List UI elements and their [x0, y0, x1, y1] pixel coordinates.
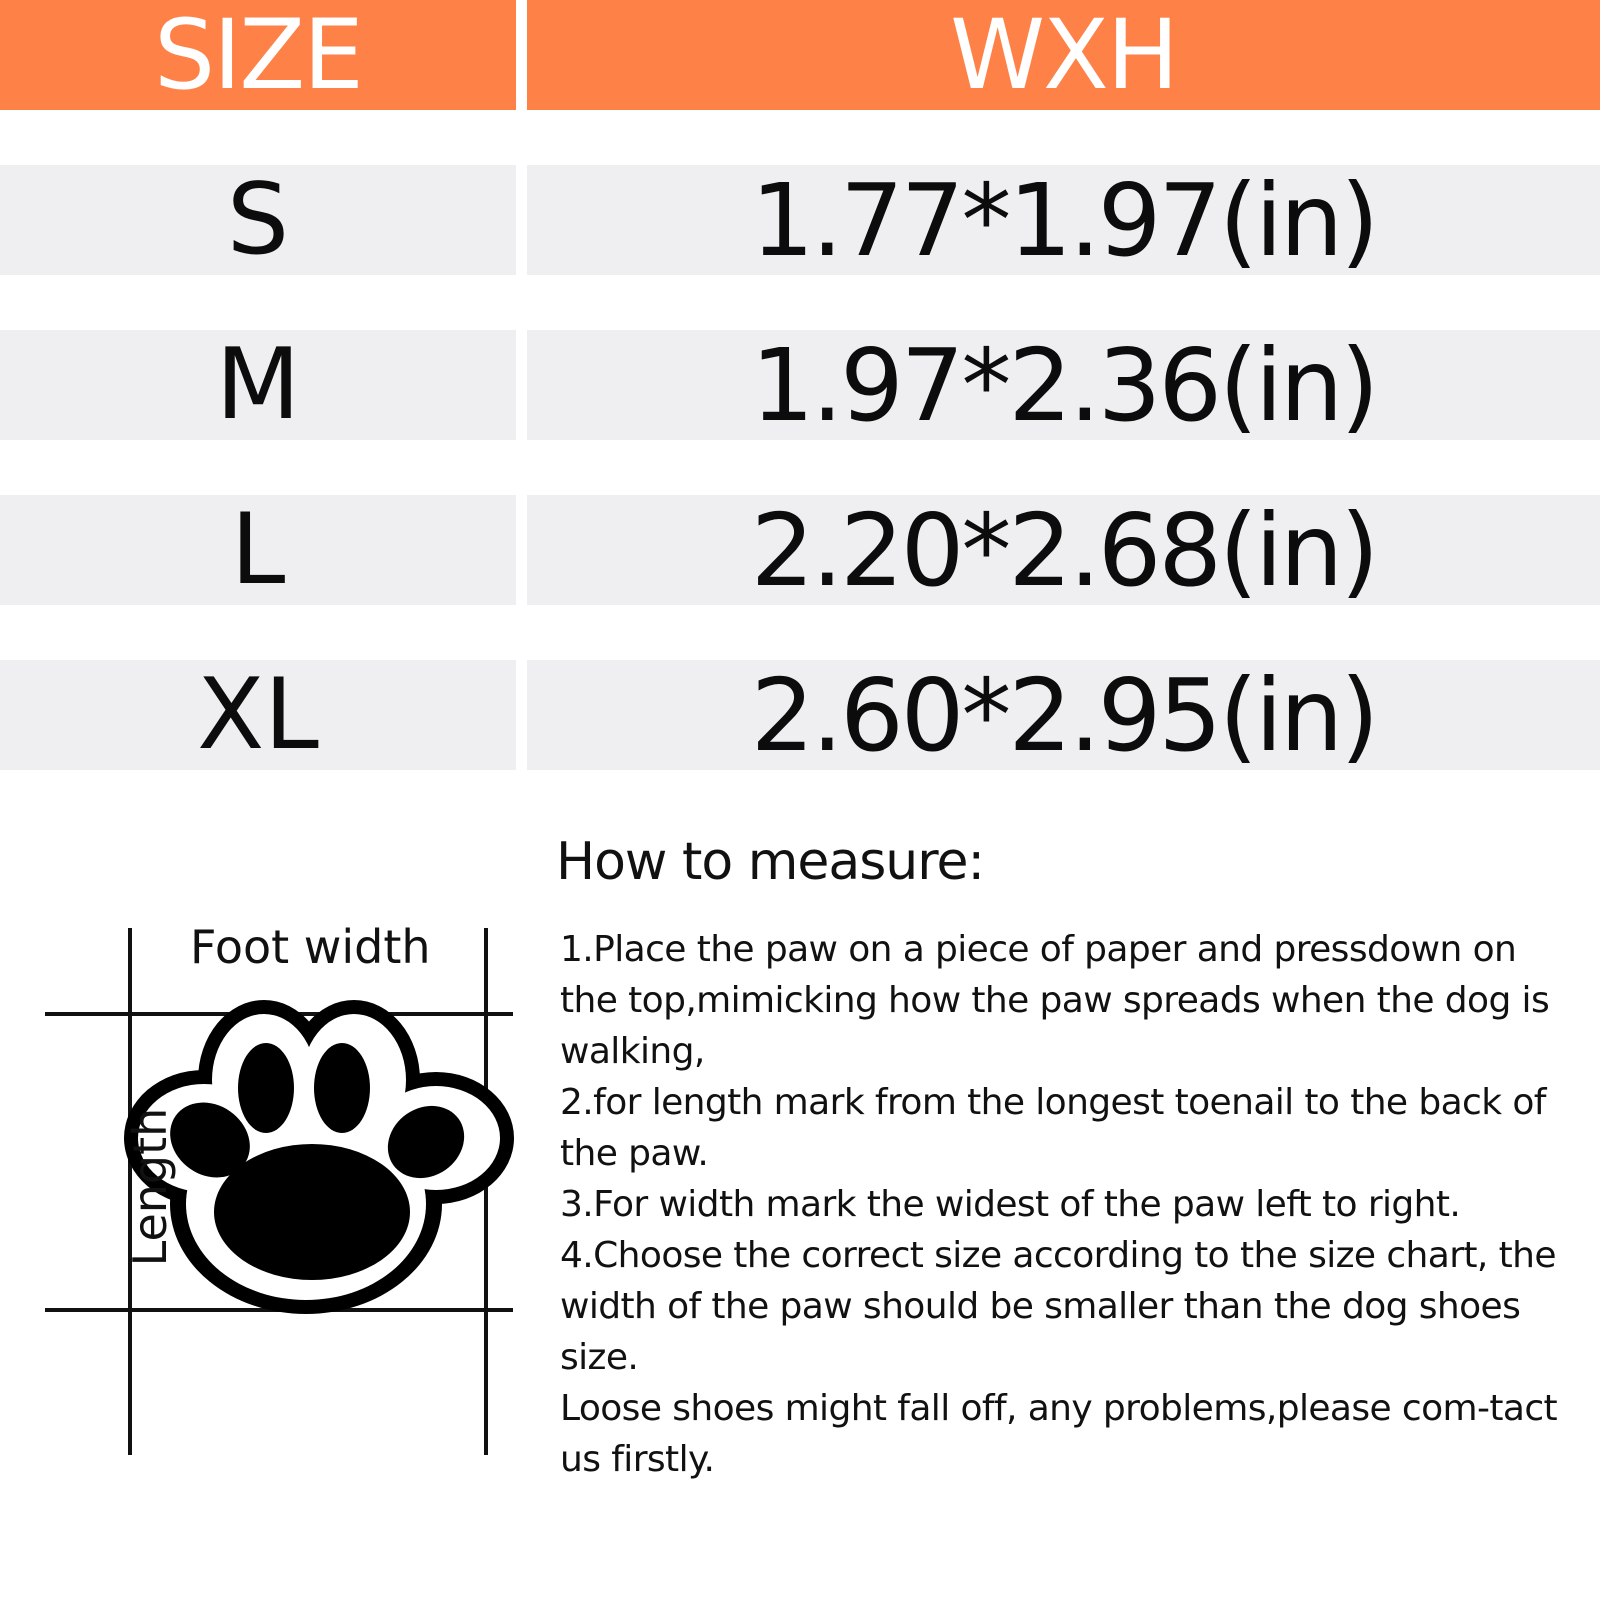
dimension-cell-xl: 2.60*2.95(in)	[527, 660, 1600, 770]
measure-title: How to measure:	[556, 832, 985, 892]
measure-steps	[560, 924, 1570, 1485]
size-cell-s: S	[0, 165, 516, 275]
measure-step-1: 1.Place the paw on a piece of paper and pressdown on the top,mimicking how the paw spreads when the dog is walking,	[560, 929, 1550, 1072]
measure-grid-lines	[40, 920, 520, 1460]
dimensions-column-header: WXH	[527, 0, 1600, 110]
dimension-cell-s: 1.77*1.97(in)	[527, 165, 1600, 275]
length-label: Length	[123, 1107, 177, 1267]
size-cell-xl: XL	[0, 660, 516, 770]
measure-step-4: 4.Choose the correct size according to the size chart, the width of the paw should be smaller than the dog shoes size.	[560, 1235, 1556, 1378]
size-cell-l: L	[0, 495, 516, 605]
foot-width-label: Foot width	[190, 920, 431, 974]
dimension-cell-l: 2.20*2.68(in)	[527, 495, 1600, 605]
size-column-header: SIZE	[0, 0, 516, 110]
measure-step-2: 2.for length mark from the longest toenail to the back of the paw.	[560, 1082, 1546, 1174]
measure-step-3: 3.For width mark the widest of the paw left to right.	[560, 1184, 1461, 1225]
paw-measure-diagram	[40, 920, 520, 1460]
paw-icon	[124, 1000, 514, 1314]
measure-note: Loose shoes might fall off, any problems,please com-tact us firstly.	[560, 1388, 1558, 1480]
size-cell-m: M	[0, 330, 516, 440]
dimension-cell-m: 1.97*2.36(in)	[527, 330, 1600, 440]
